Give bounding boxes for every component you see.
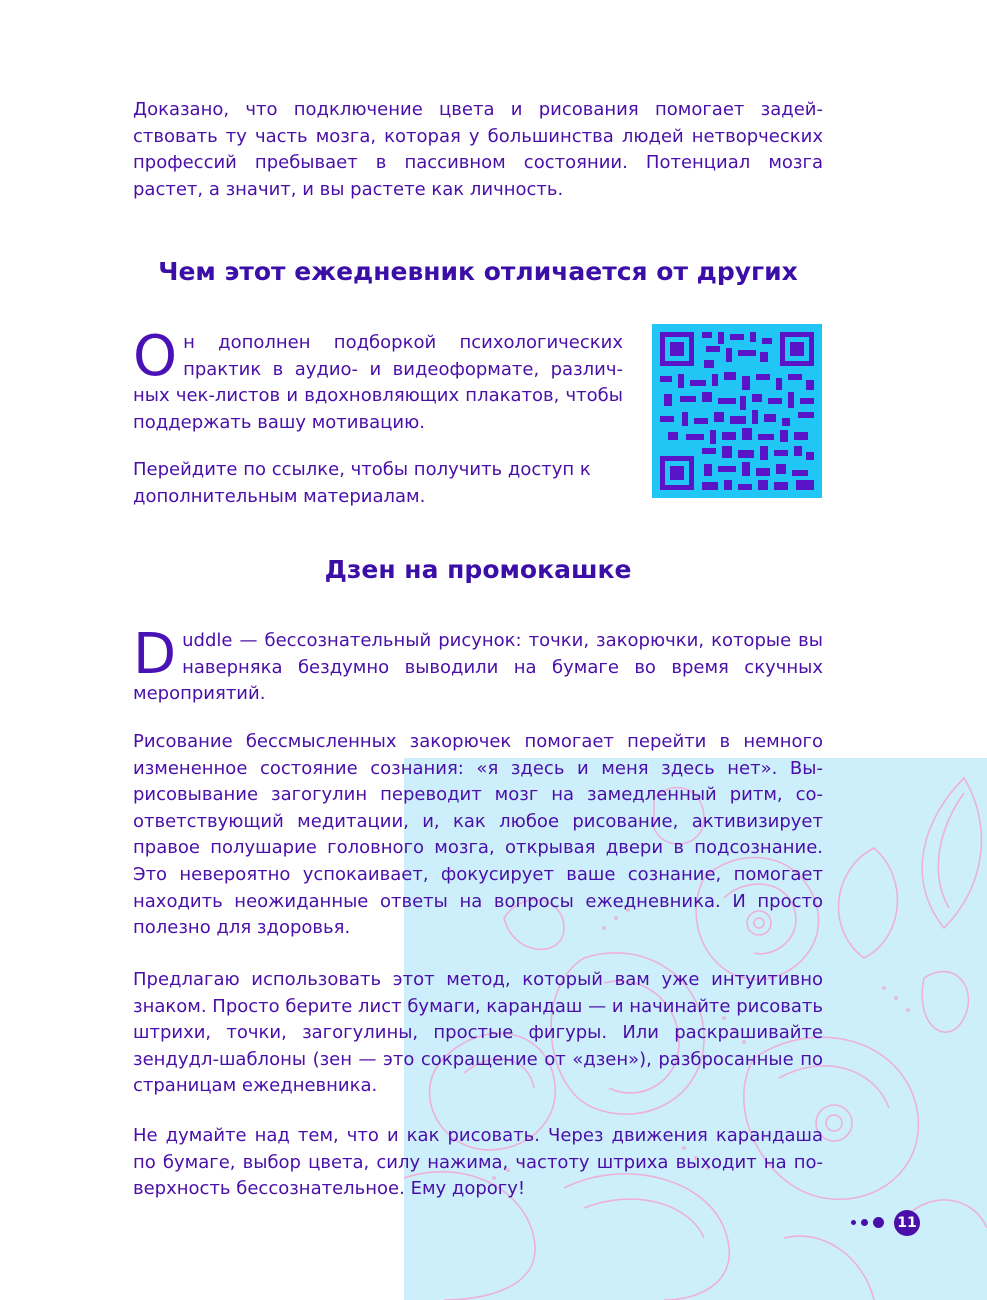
link-paragraph: Перейдите по ссылке, чтобы получить доступ к дополнительным материалам. xyxy=(133,459,591,507)
diary-paragraph-text: н дополнен подборкой психологических практик в аудио- и видеоформате, различных чек-листов и вдохновляющих плакатов, чтобы поддержать вашу мотивацию. xyxy=(133,332,623,433)
closing-paragraph: Не думайте над тем, что и как рисовать. Через движения карандаша по бумаге, выбор цвета, силу нажима, частоту штриха выходит на поверхность бессознательное. Ему дорогу! xyxy=(133,1125,823,1200)
method-paragraph: Предлагаю использовать этот метод, который вам уже интуитивно знаком. Просто берите лист бумаги, карандаш — и начинайте рисовать штрихи, точки, загогулины, простые фигуры. Или раскрашивайте зендудл-шаблоны (зен — это сокращение от «дзен»), разбросанные по страницам ежедневника. xyxy=(133,969,823,1097)
page-number-badge: 11 xyxy=(894,1210,920,1236)
drawing-benefits-paragraph: Рисование бессмысленных закорючек помогает перейти в немного измененное состояние сознания: «я здесь и меня здесь нет». Вырисовывание загогулин переводит мозг на замедленный ритм, соответствующий медитации, и, как любое рисование, активизирует правое полушарие головного мозга, открывая двери в подсознание. Это невероятно успокаивает, фокусирует ваше сознание, помогает находить неожиданные ответы на вопросы ежедневника. И просто полезно для здоровья. xyxy=(133,731,823,939)
page-dot-small xyxy=(851,1220,856,1225)
doodle-paragraph xyxy=(133,622,823,708)
drop-cap-o: О xyxy=(133,324,178,389)
qr-code[interactable] xyxy=(652,324,822,498)
section-heading-diary: Чем этот ежедневник отличается от других xyxy=(158,257,798,286)
diary-paragraph xyxy=(133,324,623,436)
drop-cap-d: D xyxy=(133,622,177,687)
page-dot-large xyxy=(873,1217,884,1228)
doodle-paragraph-text: uddle — бессознательный рисунок: точки, закорючки, которые вы наверняка бездумно выводили на бумаге во время скучных мероприятий. xyxy=(133,630,823,705)
intro-paragraph: Доказано, что подключение цвета и рисования помогает задействовать ту часть мозга, которая у большинства людей нетворческих профессий пребывает в пассивном состоянии. Потенциал мозга растет, а значит, и вы растете как личность. xyxy=(133,99,823,200)
page-dot-medium xyxy=(861,1219,868,1226)
section-heading-zen: Дзен на промокашке xyxy=(324,555,632,584)
